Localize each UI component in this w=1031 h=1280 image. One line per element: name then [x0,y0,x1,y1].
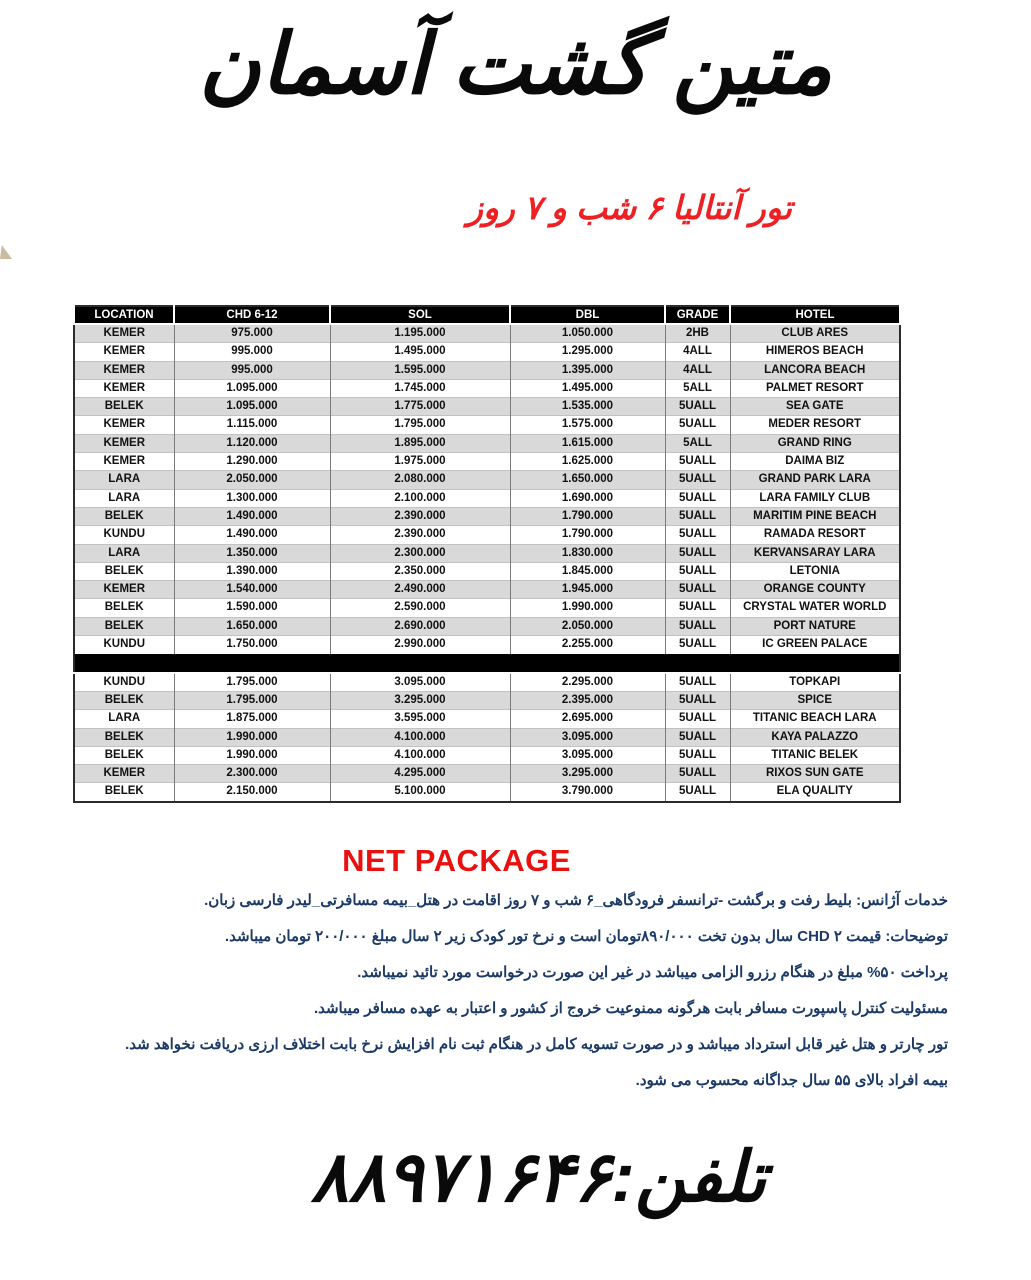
cell-location: KUNDU [74,673,174,692]
table-row [74,507,900,525]
cell-dbl: 1.690.000 [510,489,665,507]
cell-chd: 1.650.000 [174,617,330,635]
cell-dbl: 3.790.000 [510,783,665,802]
cell-sol: 1.495.000 [330,343,510,361]
cell-dbl: 1.535.000 [510,398,665,416]
cell-grade: 5UALL [665,398,730,416]
cell-location: KEMER [74,416,174,434]
cell-grade: 5UALL [665,783,730,802]
cell-hotel: CRYSTAL WATER WORLD [730,599,900,617]
cell-dbl: 1.945.000 [510,581,665,599]
cell-chd: 1.290.000 [174,453,330,471]
cell-dbl: 3.295.000 [510,765,665,783]
cell-dbl: 1.845.000 [510,562,665,580]
column-header: SOL [330,306,510,324]
cell-grade: 5UALL [665,728,730,746]
cell-sol: 1.975.000 [330,453,510,471]
cell-location: LARA [74,489,174,507]
cell-hotel: GRAND PARK LARA [730,471,900,489]
table-row [74,544,900,562]
table-row [74,416,900,434]
cell-hotel: RAMADA RESORT [730,526,900,544]
cell-hotel: HIMEROS BEACH [730,343,900,361]
cell-location: BELEK [74,783,174,802]
cell-location: KEMER [74,765,174,783]
table-row [74,489,900,507]
cell-chd: 1.300.000 [174,489,330,507]
cell-dbl: 1.650.000 [510,471,665,489]
cell-grade: 5UALL [665,471,730,489]
cell-sol: 4.100.000 [330,728,510,746]
cell-chd: 1.590.000 [174,599,330,617]
cell-location: KEMER [74,343,174,361]
note-line: خدمات آژانس: بلیط رفت و برگشت -ترانسفر فرودگاهی_۶ شب و ۷ روز اقامت در هتل_بیمه مسافرتی_لیدر فارسی زبان. [204,892,948,909]
cell-hotel: SPICE [730,691,900,709]
cell-location: BELEK [74,617,174,635]
table-row [74,324,900,343]
cell-grade: 5UALL [665,544,730,562]
cell-dbl: 1.050.000 [510,324,665,343]
column-header: HOTEL [730,306,900,324]
cell-dbl: 1.625.000 [510,453,665,471]
cell-dbl: 1.830.000 [510,544,665,562]
cell-dbl: 1.295.000 [510,343,665,361]
cell-hotel: KERVANSARAY LARA [730,544,900,562]
table-row [74,673,900,692]
cell-dbl: 1.790.000 [510,507,665,525]
table-section-top [74,324,900,654]
cell-location: BELEK [74,599,174,617]
note-line: پرداخت ۵۰% مبلغ در هنگام رزرو الزامی میباشد در غیر این صورت درخواست مورد تائید نمیباشد. [357,964,948,981]
cell-hotel: LANCORA BEACH [730,361,900,379]
note-line: تور چارتر و هتل غیر قابل استرداد میباشد و در صورت تسویه کامل در هنگام ثبت نام افزایش نرخ بابت اختلاف ارزی دریافت نخواهد شد. [125,1036,948,1053]
cell-hotel: TITANIC BEACH LARA [730,710,900,728]
cell-sol: 1.195.000 [330,324,510,343]
cell-location: KEMER [74,434,174,452]
cell-hotel: KAYA PALAZZO [730,728,900,746]
cell-sol: 2.350.000 [330,562,510,580]
table-row [74,581,900,599]
cell-grade: 4ALL [665,361,730,379]
cell-grade: 5UALL [665,489,730,507]
cell-dbl: 3.095.000 [510,746,665,764]
cell-chd: 2.050.000 [174,471,330,489]
cell-grade: 5ALL [665,434,730,452]
cell-location: LARA [74,710,174,728]
table-row [74,562,900,580]
section-separator-row [74,654,900,673]
column-header: CHD 6-12 [174,306,330,324]
cell-dbl: 2.050.000 [510,617,665,635]
cell-chd: 1.115.000 [174,416,330,434]
cell-chd: 975.000 [174,324,330,343]
cell-sol: 2.490.000 [330,581,510,599]
cell-sol: 1.745.000 [330,379,510,397]
cell-sol: 1.795.000 [330,416,510,434]
column-header: DBL [510,306,665,324]
cell-grade: 5UALL [665,636,730,654]
cell-sol: 3.095.000 [330,673,510,692]
cell-grade: 5UALL [665,673,730,692]
cell-hotel: PALMET RESORT [730,379,900,397]
table-row [74,379,900,397]
cell-location: BELEK [74,746,174,764]
cell-dbl: 1.575.000 [510,416,665,434]
cell-location: LARA [74,544,174,562]
cell-grade: 5UALL [665,507,730,525]
cell-grade: 5UALL [665,562,730,580]
table-section-bottom [74,673,900,802]
phone-number: تلفن:۸۸۹۷۱۶۴۶ [310,1138,767,1216]
table-row [74,471,900,489]
cell-dbl: 2.255.000 [510,636,665,654]
cell-hotel: LARA FAMILY CLUB [730,489,900,507]
cell-location: KEMER [74,581,174,599]
cell-location: KEMER [74,324,174,343]
cell-chd: 2.300.000 [174,765,330,783]
cell-hotel: LETONIA [730,562,900,580]
cell-dbl: 1.990.000 [510,599,665,617]
table-section-divider [74,654,900,673]
note-line: مسئولیت کنترل پاسپورت مسافر بابت هرگونه ممنوعیت خروج از کشور و اعتبار به عهده مسافر میباشد. [313,1000,948,1017]
table-row [74,765,900,783]
cell-grade: 5UALL [665,710,730,728]
cell-hotel: TITANIC BELEK [730,746,900,764]
cell-dbl: 2.695.000 [510,710,665,728]
cell-grade: 2HB [665,324,730,343]
cell-chd: 1.350.000 [174,544,330,562]
cell-grade: 5UALL [665,746,730,764]
cell-sol: 2.100.000 [330,489,510,507]
cell-chd: 1.490.000 [174,507,330,525]
cell-sol: 1.595.000 [330,361,510,379]
cell-chd: 2.150.000 [174,783,330,802]
cell-sol: 2.390.000 [330,526,510,544]
cell-location: KUNDU [74,636,174,654]
cell-dbl: 1.615.000 [510,434,665,452]
corner-watermark [0,245,12,259]
cell-dbl: 2.395.000 [510,691,665,709]
cell-chd: 995.000 [174,343,330,361]
cell-sol: 1.775.000 [330,398,510,416]
cell-chd: 995.000 [174,361,330,379]
cell-dbl: 2.295.000 [510,673,665,692]
cell-sol: 3.295.000 [330,691,510,709]
table-header-row [74,306,900,324]
cell-sol: 2.080.000 [330,471,510,489]
cell-hotel: TOPKAPI [730,673,900,692]
terms-notes [55,890,948,1106]
table-row [74,453,900,471]
cell-sol: 3.595.000 [330,710,510,728]
cell-hotel: PORT NATURE [730,617,900,635]
cell-chd: 1.095.000 [174,398,330,416]
cell-location: KUNDU [74,526,174,544]
cell-hotel: MARITIM PINE BEACH [730,507,900,525]
cell-location: KEMER [74,361,174,379]
table-row [74,599,900,617]
cell-sol: 4.295.000 [330,765,510,783]
cell-sol: 2.990.000 [330,636,510,654]
table-row [74,636,900,654]
cell-chd: 1.795.000 [174,673,330,692]
cell-hotel: ELA QUALITY [730,783,900,802]
cell-location: BELEK [74,398,174,416]
cell-grade: 5ALL [665,379,730,397]
cell-chd: 1.990.000 [174,746,330,764]
cell-location: KEMER [74,379,174,397]
cell-chd: 1.390.000 [174,562,330,580]
table-row [74,710,900,728]
table-row [74,728,900,746]
cell-hotel: RIXOS SUN GATE [730,765,900,783]
table-row [74,783,900,802]
cell-location: KEMER [74,453,174,471]
table-row [74,434,900,452]
cell-chd: 1.540.000 [174,581,330,599]
cell-grade: 5UALL [665,691,730,709]
cell-grade: 5UALL [665,617,730,635]
column-header: LOCATION [74,306,174,324]
cell-hotel: IC GREEN PALACE [730,636,900,654]
cell-sol: 2.590.000 [330,599,510,617]
table-row [74,361,900,379]
cell-dbl: 1.495.000 [510,379,665,397]
cell-chd: 1.120.000 [174,434,330,452]
column-header: GRADE [665,306,730,324]
cell-sol: 2.690.000 [330,617,510,635]
note-line: بیمه افراد بالای ۵۵ سال جداگانه محسوب می شود. [635,1072,948,1089]
cell-chd: 1.990.000 [174,728,330,746]
cell-grade: 5UALL [665,416,730,434]
cell-grade: 5UALL [665,765,730,783]
cell-dbl: 1.790.000 [510,526,665,544]
cell-sol: 5.100.000 [330,783,510,802]
cell-location: BELEK [74,562,174,580]
cell-chd: 1.095.000 [174,379,330,397]
price-table [73,305,901,803]
net-package-heading: NET PACKAGE [342,843,571,878]
cell-hotel: DAIMA BIZ [730,453,900,471]
cell-grade: 5UALL [665,581,730,599]
cell-grade: 5UALL [665,599,730,617]
cell-grade: 4ALL [665,343,730,361]
cell-location: BELEK [74,728,174,746]
cell-location: BELEK [74,691,174,709]
cell-sol: 4.100.000 [330,746,510,764]
cell-location: LARA [74,471,174,489]
cell-hotel: SEA GATE [730,398,900,416]
cell-sol: 2.300.000 [330,544,510,562]
table-row [74,691,900,709]
cell-grade: 5UALL [665,526,730,544]
table-row [74,343,900,361]
tour-subtitle: تور آنتالیا ۶ شب و ۷ روز [467,189,792,226]
table-row [74,746,900,764]
cell-chd: 1.795.000 [174,691,330,709]
cell-chd: 1.875.000 [174,710,330,728]
cell-location: BELEK [74,507,174,525]
cell-chd: 1.750.000 [174,636,330,654]
cell-chd: 1.490.000 [174,526,330,544]
cell-dbl: 1.395.000 [510,361,665,379]
cell-dbl: 3.095.000 [510,728,665,746]
cell-hotel: MEDER RESORT [730,416,900,434]
cell-sol: 2.390.000 [330,507,510,525]
cell-hotel: ORANGE COUNTY [730,581,900,599]
table-row [74,617,900,635]
cell-hotel: GRAND RING [730,434,900,452]
section-separator-cell [74,654,900,673]
table-row [74,398,900,416]
agency-title: متین گشت آسمان [198,17,833,111]
note-line: توضیحات: قیمت CHD ۲ سال بدون تخت ۸۹۰/۰۰۰تومان است و نرخ تور کودک زیر ۲ سال مبلغ ۲۰۰/۰۰۰ تومان میباشد. [224,928,948,945]
table-row [74,526,900,544]
cell-grade: 5UALL [665,453,730,471]
cell-sol: 1.895.000 [330,434,510,452]
cell-hotel: CLUB ARES [730,324,900,343]
